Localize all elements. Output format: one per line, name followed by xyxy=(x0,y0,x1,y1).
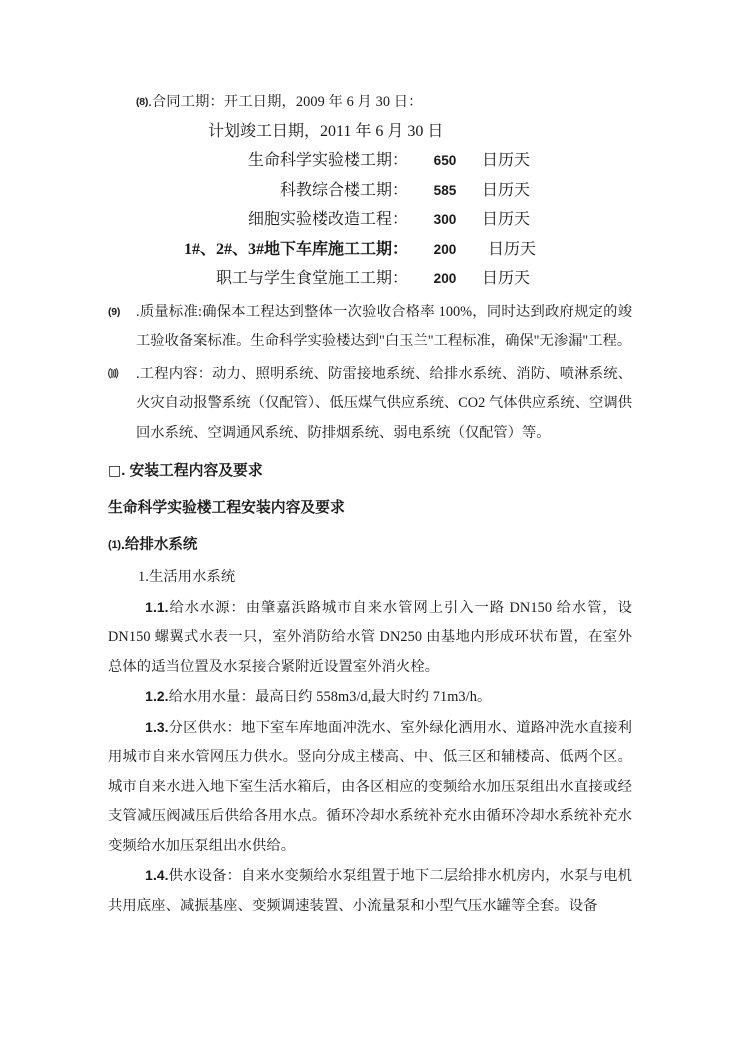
schedule-value: 585 xyxy=(433,182,457,198)
page-content xyxy=(108,88,632,921)
paragraph-1-1 xyxy=(108,593,632,683)
heading-install-scope xyxy=(108,456,632,487)
schedule-unit: 日历天 xyxy=(482,181,531,199)
duration-schedule xyxy=(108,147,632,295)
paragraph-1-3 xyxy=(108,713,632,862)
paragraph-number: 1.3. xyxy=(145,719,169,735)
schedule-label: 科教综合楼工期： xyxy=(279,181,408,199)
paragraph-text: 给水水源：由肇嘉浜路城市自来水管网上引入一路 DN150 给水管，设 DN150 螺翼式水表一只，室外消防给水管 DN250 由基地内形成环状布置，在室外总体的适当位置及水泵接合紧附近设置室外消火栓。 xyxy=(108,599,632,675)
paragraph-number: 1.2. xyxy=(145,689,169,704)
schedule-unit: 日历天 xyxy=(482,270,531,287)
schedule-value: 200 xyxy=(433,241,457,257)
clause-10 xyxy=(108,360,632,449)
clause-10-marker: ⑽ xyxy=(108,367,119,380)
schedule-label: 细胞实验楼改造工程： xyxy=(247,211,408,228)
paragraph-text: 供水设备：自来水变频给水泵组置于地下二层给排水机房内，水泵与电机共用底座、减振基座、变频调速装置、小流量泵和小型气压水罐等全套。设备 xyxy=(108,868,632,914)
schedule-label: 1#、2#、3#地下车库施工工期： xyxy=(183,240,408,258)
clause-8 xyxy=(108,88,632,118)
schedule-value: 300 xyxy=(433,212,457,227)
clause-9-marker-wrap xyxy=(108,298,136,328)
schedule-unit: 日历天 xyxy=(482,152,531,169)
spacer xyxy=(108,448,632,456)
schedule-row xyxy=(108,265,632,295)
heading-install-text: . 安装工程内容及要求 xyxy=(121,463,263,479)
schedule-value: 650 xyxy=(433,153,457,168)
heading-building-scope: 生命科学实验楼工程安装内容及要求 xyxy=(108,500,345,516)
schedule-row xyxy=(108,177,632,207)
heading-water-marker: (1) xyxy=(108,539,121,551)
paragraph-1-4 xyxy=(108,861,632,921)
planned-completion-text: 计划竣工日期，2011 年 6 月 30 日 xyxy=(208,122,444,140)
schedule-value: 200 xyxy=(433,271,457,286)
clause-9-text: .质量标准:确保本工程达到整体一次验收合格率 100%，同时达到政府规定的竣工验收备案标准。生命科学实验楼达到"白玉兰"工程标准，确保"无渗漏"工程。 xyxy=(136,303,632,349)
clause-9-marker: (9) xyxy=(108,305,121,318)
paragraph-text: 给水用水量：最高日约 558m3/d,最大时约 71m3/h。 xyxy=(168,689,492,705)
heading-water-system xyxy=(108,530,632,560)
missing-glyph-icon: □ xyxy=(108,463,122,479)
paragraph-1-2 xyxy=(108,682,632,713)
clause-10-text: .工程内容：动力、照明系统、防雷接地系统、给排水系统、消防、喷淋系统、火灾自动报警系统（仅配管）、低压煤气供应系统、CO2 气体供应系统、空调供回水系统、空调通风系统、防排烟系统、弱电系统（仅配管）等。 xyxy=(136,365,632,441)
paragraph-text: 分区供水：地下室车库地面冲洗水、室外绿化洒用水、道路冲洗水直接利用城市自来水管网压力供水。竖向分成主楼高、中、低三区和辅楼高、低两个区。城市自来水进入地下室生活水箱后，由各区相应的变频给水加压泵组出水直接或经支管减压阀减压后供给各用水点。循环冷却水系统补充水由循环冷却水系统补充水变频给水加压泵组出水供给。 xyxy=(108,719,632,854)
clause-8-line xyxy=(136,88,632,118)
schedule-row xyxy=(108,147,632,177)
schedule-label: 生命科学实验楼工期： xyxy=(247,152,408,169)
paragraph-number: 1.4. xyxy=(145,868,169,883)
paragraph-number: 1.1. xyxy=(145,599,169,615)
schedule-label: 职工与学生食堂施工工期： xyxy=(215,270,408,287)
subheading-domestic-water: 1.生活用水系统 xyxy=(138,569,236,585)
heading-water-text: .给排水系统 xyxy=(120,537,198,553)
planned-completion-row xyxy=(108,118,632,148)
schedule-row xyxy=(108,236,632,266)
clause-8-marker: (8) xyxy=(136,96,149,108)
clause-9 xyxy=(108,298,632,357)
schedule-unit: 日历天 xyxy=(488,240,537,258)
clause-8-text: .合同工期：开工日期，2009 年 6 月 30 日： xyxy=(148,94,423,110)
clause-10-marker-wrap xyxy=(108,360,136,390)
schedule-row xyxy=(108,206,632,236)
schedule-unit: 日历天 xyxy=(482,211,531,228)
